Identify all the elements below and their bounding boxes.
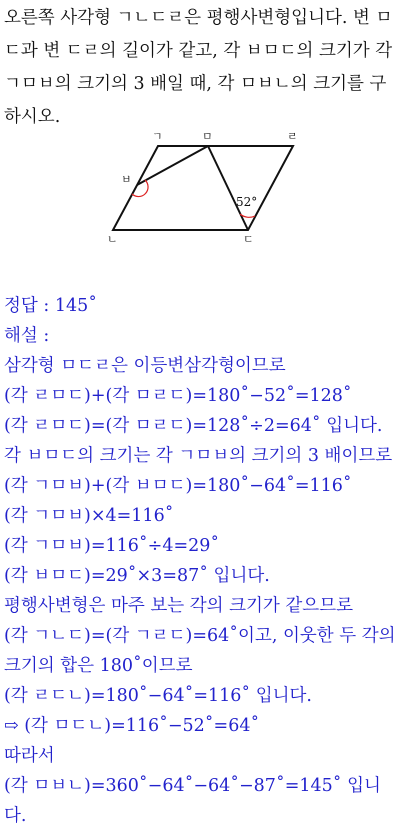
answer-line: (각 ㅁㅂㄴ)=360˚−64˚−64˚−87˚=145˚ 입니: [4, 776, 381, 796]
answer-line: (각 ㄱㅁㅂ)=116˚÷4=29˚: [4, 536, 220, 556]
problem-text: [4, 2, 396, 134]
angle-label: 52°: [236, 195, 258, 209]
answer-line: 각 ㅂㅁㄷ의 크기는 각 ㄱㅁㅂ의 크기의 3 배이므로: [4, 446, 393, 466]
answer-line: 평행사변형은 마주 보는 각의 크기가 같으므로: [4, 596, 354, 616]
answer-line: 다.: [4, 806, 27, 826]
answer-line: 정답 : 145˚: [4, 296, 97, 316]
vertex-label-n: ㄴ: [107, 233, 118, 246]
answer-line: 해설 :: [4, 326, 50, 346]
vertex-label-r: ㄹ: [287, 130, 298, 143]
answer-line: (각 ㄹㅁㄷ)=(각 ㅁㄹㄷ)=128˚÷2=64˚ 입니다.: [4, 416, 383, 436]
vertex-label-m: ㅁ: [202, 130, 213, 143]
answer-line: (각 ㄹㄷㄴ)=180˚−64˚=116˚ 입니다.: [4, 686, 312, 706]
vertex-label-g: ㄱ: [152, 130, 163, 143]
answer-line: 따라서: [4, 746, 55, 766]
answer-line: (각 ㅂㅁㄷ)=29˚×3=87˚ 입니다.: [4, 566, 270, 586]
answer-line: (각 ㄱㅁㅂ)+(각 ㅂㅁㄷ)=180˚−64˚=116˚: [4, 476, 352, 496]
vertex-label-b: ㅂ: [121, 173, 132, 186]
parallelogram-figure: [105, 128, 305, 246]
vertex-label-d: ㄷ: [243, 233, 254, 246]
answer-line: ⇨ (각 ㅁㄷㄴ)=116˚−52˚=64˚: [4, 716, 260, 736]
problem-line: 오른쪽 사각형 ㄱㄴㄷㄹ은 평행사변형입니다. 변 ㅁ: [4, 8, 393, 28]
parallelogram-outline: [113, 146, 293, 230]
problem-line: ㄱㅁㅂ의 크기의 3 배일 때, 각 ㅁㅂㄴ의 크기를 구: [4, 74, 387, 94]
problem-line: 하시오.: [4, 107, 61, 127]
answer-line: (각 ㄱㄴㄷ)=(각 ㄱㄹㄷ)=64˚이고, 이웃한 두 각의: [4, 626, 396, 646]
answer-line: 삼각형 ㅁㄷㄹ은 이등변삼각형이므로: [4, 356, 286, 376]
answer-line: 크기의 합은 180˚이므로: [4, 656, 193, 676]
problem-line: ㄷ과 변 ㄷㄹ의 길이가 같고, 각 ㅂㅁㄷ의 크기가 각: [4, 41, 393, 61]
answer-explanation: [4, 291, 396, 831]
answer-line: (각 ㄹㅁㄷ)+(각 ㅁㄹㄷ)=180˚−52˚=128˚: [4, 386, 352, 406]
answer-line: (각 ㄱㅁㅂ)×4=116˚: [4, 506, 174, 526]
segment-md: [208, 146, 248, 230]
